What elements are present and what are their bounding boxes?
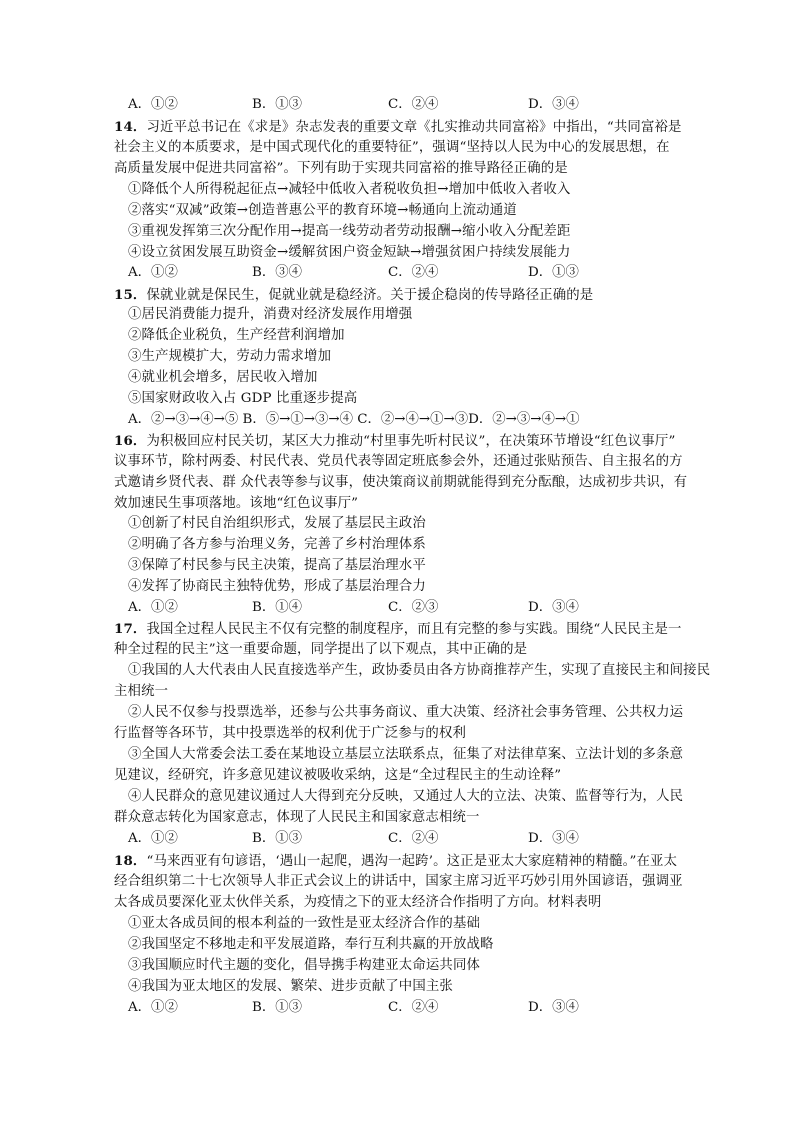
q17-item: ①我国的人大代表由人民直接选举产生，政协委员由各方协商推荐产生，实现了直接民主和间接民 (128, 663, 711, 678)
q17-item-cont: 见建议，经研究，许多意见建议被吸收采纳，这是“全过程民主的生动诠释” (114, 768, 562, 783)
option-b: B．①③ (252, 97, 303, 112)
option-b: B．①③ (252, 831, 303, 846)
q14-stem-text: 习近平总书记在《求是》杂志发表的重要文章《扎实推动共同富裕》中指出，“共同富裕是 (146, 120, 682, 135)
option-c: C．②④ (388, 831, 439, 846)
option-b: B．①③ (252, 1000, 303, 1015)
option-c: C．②④ (388, 1000, 439, 1015)
question-number: 16． (114, 433, 147, 449)
q16-stem-text: 为积极回应村民关切，某区大力推动“村里事先听村民议”，在决策环节增设“红色议事厅” (146, 434, 676, 449)
q17-options (128, 829, 648, 850)
q16-options (128, 598, 648, 619)
question-number: 14． (114, 119, 147, 135)
q14-stem-line: 社会主义的本质要求，是中国式现代化的重要特征”，强调“坚持以人民为中心的发展思想，在 (114, 140, 670, 155)
q13-options (128, 95, 648, 116)
option-d: D．③④ (528, 97, 579, 112)
q15-stem-line (114, 285, 694, 307)
q15-item: ④就业机会增多，居民收入增加 (128, 370, 318, 385)
q17-stem-line (114, 619, 694, 641)
q15-item: ①居民消费能力提升，消费对经济发展作用增强 (128, 307, 413, 322)
q15-item: ⑤国家财政收入占 GDP 比重逐步提高 (128, 391, 358, 406)
q18-stem-line (114, 851, 694, 873)
q16-stem-line: 效加速民生事项落地。该地“红色议事厅” (114, 496, 359, 511)
option-a: A．①② (128, 600, 178, 615)
question-number: 17． (114, 621, 147, 637)
option-c: C．②④ (388, 265, 439, 280)
option-d: D．③④ (528, 1000, 579, 1015)
option-d: D．①③ (528, 265, 579, 280)
q15-options: A．②→③→④→⑤ B．⑤→①→③→④ C．②→④→①→③D．②→③→④→① (128, 412, 580, 427)
option-a: A．①② (128, 831, 178, 846)
q16-stem-line: 议事环节，除村两委、村民代表、党员代表等固定班底参会外，还通过张贴预告、自主报名的方 (114, 454, 683, 469)
q14-item: ④设立贫困发展互助资金→缓解贫困户资金短缺→增强贫困户持续发展能力 (128, 245, 571, 260)
q14-item: ①降低个人所得税起征点→减轻中低收入者税收负担→增加中低收入者收入 (128, 182, 571, 197)
q16-item: ①创新了村民自治组织形式，发展了基层民主政治 (128, 516, 426, 531)
q15-item: ②降低企业税负，生产经营利润增加 (128, 328, 345, 343)
option-c: C．②④ (388, 97, 439, 112)
q17-stem-text: 我国全过程人民民主不仅有完整的制度程序，而且有完整的参与实践。围绕“人民民主是一 (146, 622, 682, 637)
q18-stem-text: “马来西亚有句谚语，‘遇山一起爬，遇沟一起跨’。这正是亚太大家庭精神的精髓。”在亚太 (146, 854, 678, 869)
q17-item: ②人民不仅参与投票选举，还参与公共事务商议、重大决策、经济社会事务管理、公共权力运 (128, 705, 684, 720)
q14-options (128, 263, 648, 284)
q17-item: ④人民群众的意见建议通过人大得到充分反映，又通过人大的立法、决策、监督等行为，人民 (128, 789, 684, 804)
question-number: 18． (114, 853, 147, 869)
q17-item-cont: 行监督等各环节，其中投票选举的权利优于广泛参与的权利 (114, 726, 467, 741)
q16-item: ③保障了村民参与民主决策，提高了基层治理水平 (128, 558, 426, 573)
q17-item: ③全国人大常委会法工委在某地设立基层立法联系点，征集了对法律草案、立法计划的多条意 (128, 747, 684, 762)
option-b: B．③④ (252, 265, 303, 280)
q15-stem-text: 保就业就是保民生，促就业就是稳经济。关于援企稳岗的传导路径正确的是 (146, 288, 594, 303)
q16-stem-line: 式邀请乡贤代表、群 众代表等参与议事，使决策商议前期就能得到充分酝酿，达成初步共识，有 (114, 475, 688, 490)
q18-item: ①亚太各成员间的根本利益的一致性是亚太经济合作的基础 (128, 916, 481, 931)
q17-stem-line: 种全过程的民主”这一重要命题，同学提出了以下观点，其中正确的是 (114, 642, 528, 657)
option-b: B．①④ (252, 600, 303, 615)
q16-item: ④发挥了协商民主独特优势，形成了基层治理合力 (128, 579, 426, 594)
q18-item: ③我国顺应时代主题的变化，倡导携手构建亚太命运共同体 (128, 958, 481, 973)
q14-item: ③重视发挥第三次分配作用→提高一线劳动者劳动报酬→缩小收入分配差距 (128, 224, 571, 239)
q18-stem-line: 经合组织第二十七次领导人非正式会议上的讲话中，国家主席习近平巧妙引用外国谚语，强调亚 (114, 874, 683, 889)
q14-item: ②落实“双减”政策→创造普惠公平的教育环境→畅通向上流动通道 (128, 203, 517, 218)
option-d: D．③④ (528, 831, 579, 846)
q14-stem-line (114, 117, 694, 139)
q18-stem-line: 太各成员要深化亚太伙伴关系，为疫情之下的亚太经济合作指明了方向。材料表明 (114, 895, 602, 910)
question-number: 15． (114, 287, 147, 303)
option-a: A．①② (128, 1000, 178, 1015)
q14-stem-line: 高质量发展中促进共同富裕”。下列有助于实现共同富裕的推导路径正确的是 (114, 161, 568, 176)
option-c: C．②③ (388, 600, 439, 615)
q18-options (128, 998, 648, 1019)
q16-item: ②明确了各方参与治理义务，完善了乡村治理体系 (128, 537, 426, 552)
q18-item: ②我国坚定不移地走和平发展道路，奉行互利共赢的开放战略 (128, 937, 494, 952)
option-a: A．①② (128, 265, 178, 280)
q17-item-cont: 主相统一 (114, 684, 169, 699)
q17-item-cont: 群众意志转化为国家意志，体现了人民民主和国家意志相统一 (114, 810, 480, 825)
q15-item: ③生产规模扩大，劳动力需求增加 (128, 349, 332, 364)
q16-stem-line (114, 431, 694, 453)
option-d: D．③④ (528, 600, 579, 615)
option-a: A．①② (128, 97, 178, 112)
q18-item: ④我国为亚太地区的发展、繁荣、进步贡献了中国主张 (128, 979, 453, 994)
